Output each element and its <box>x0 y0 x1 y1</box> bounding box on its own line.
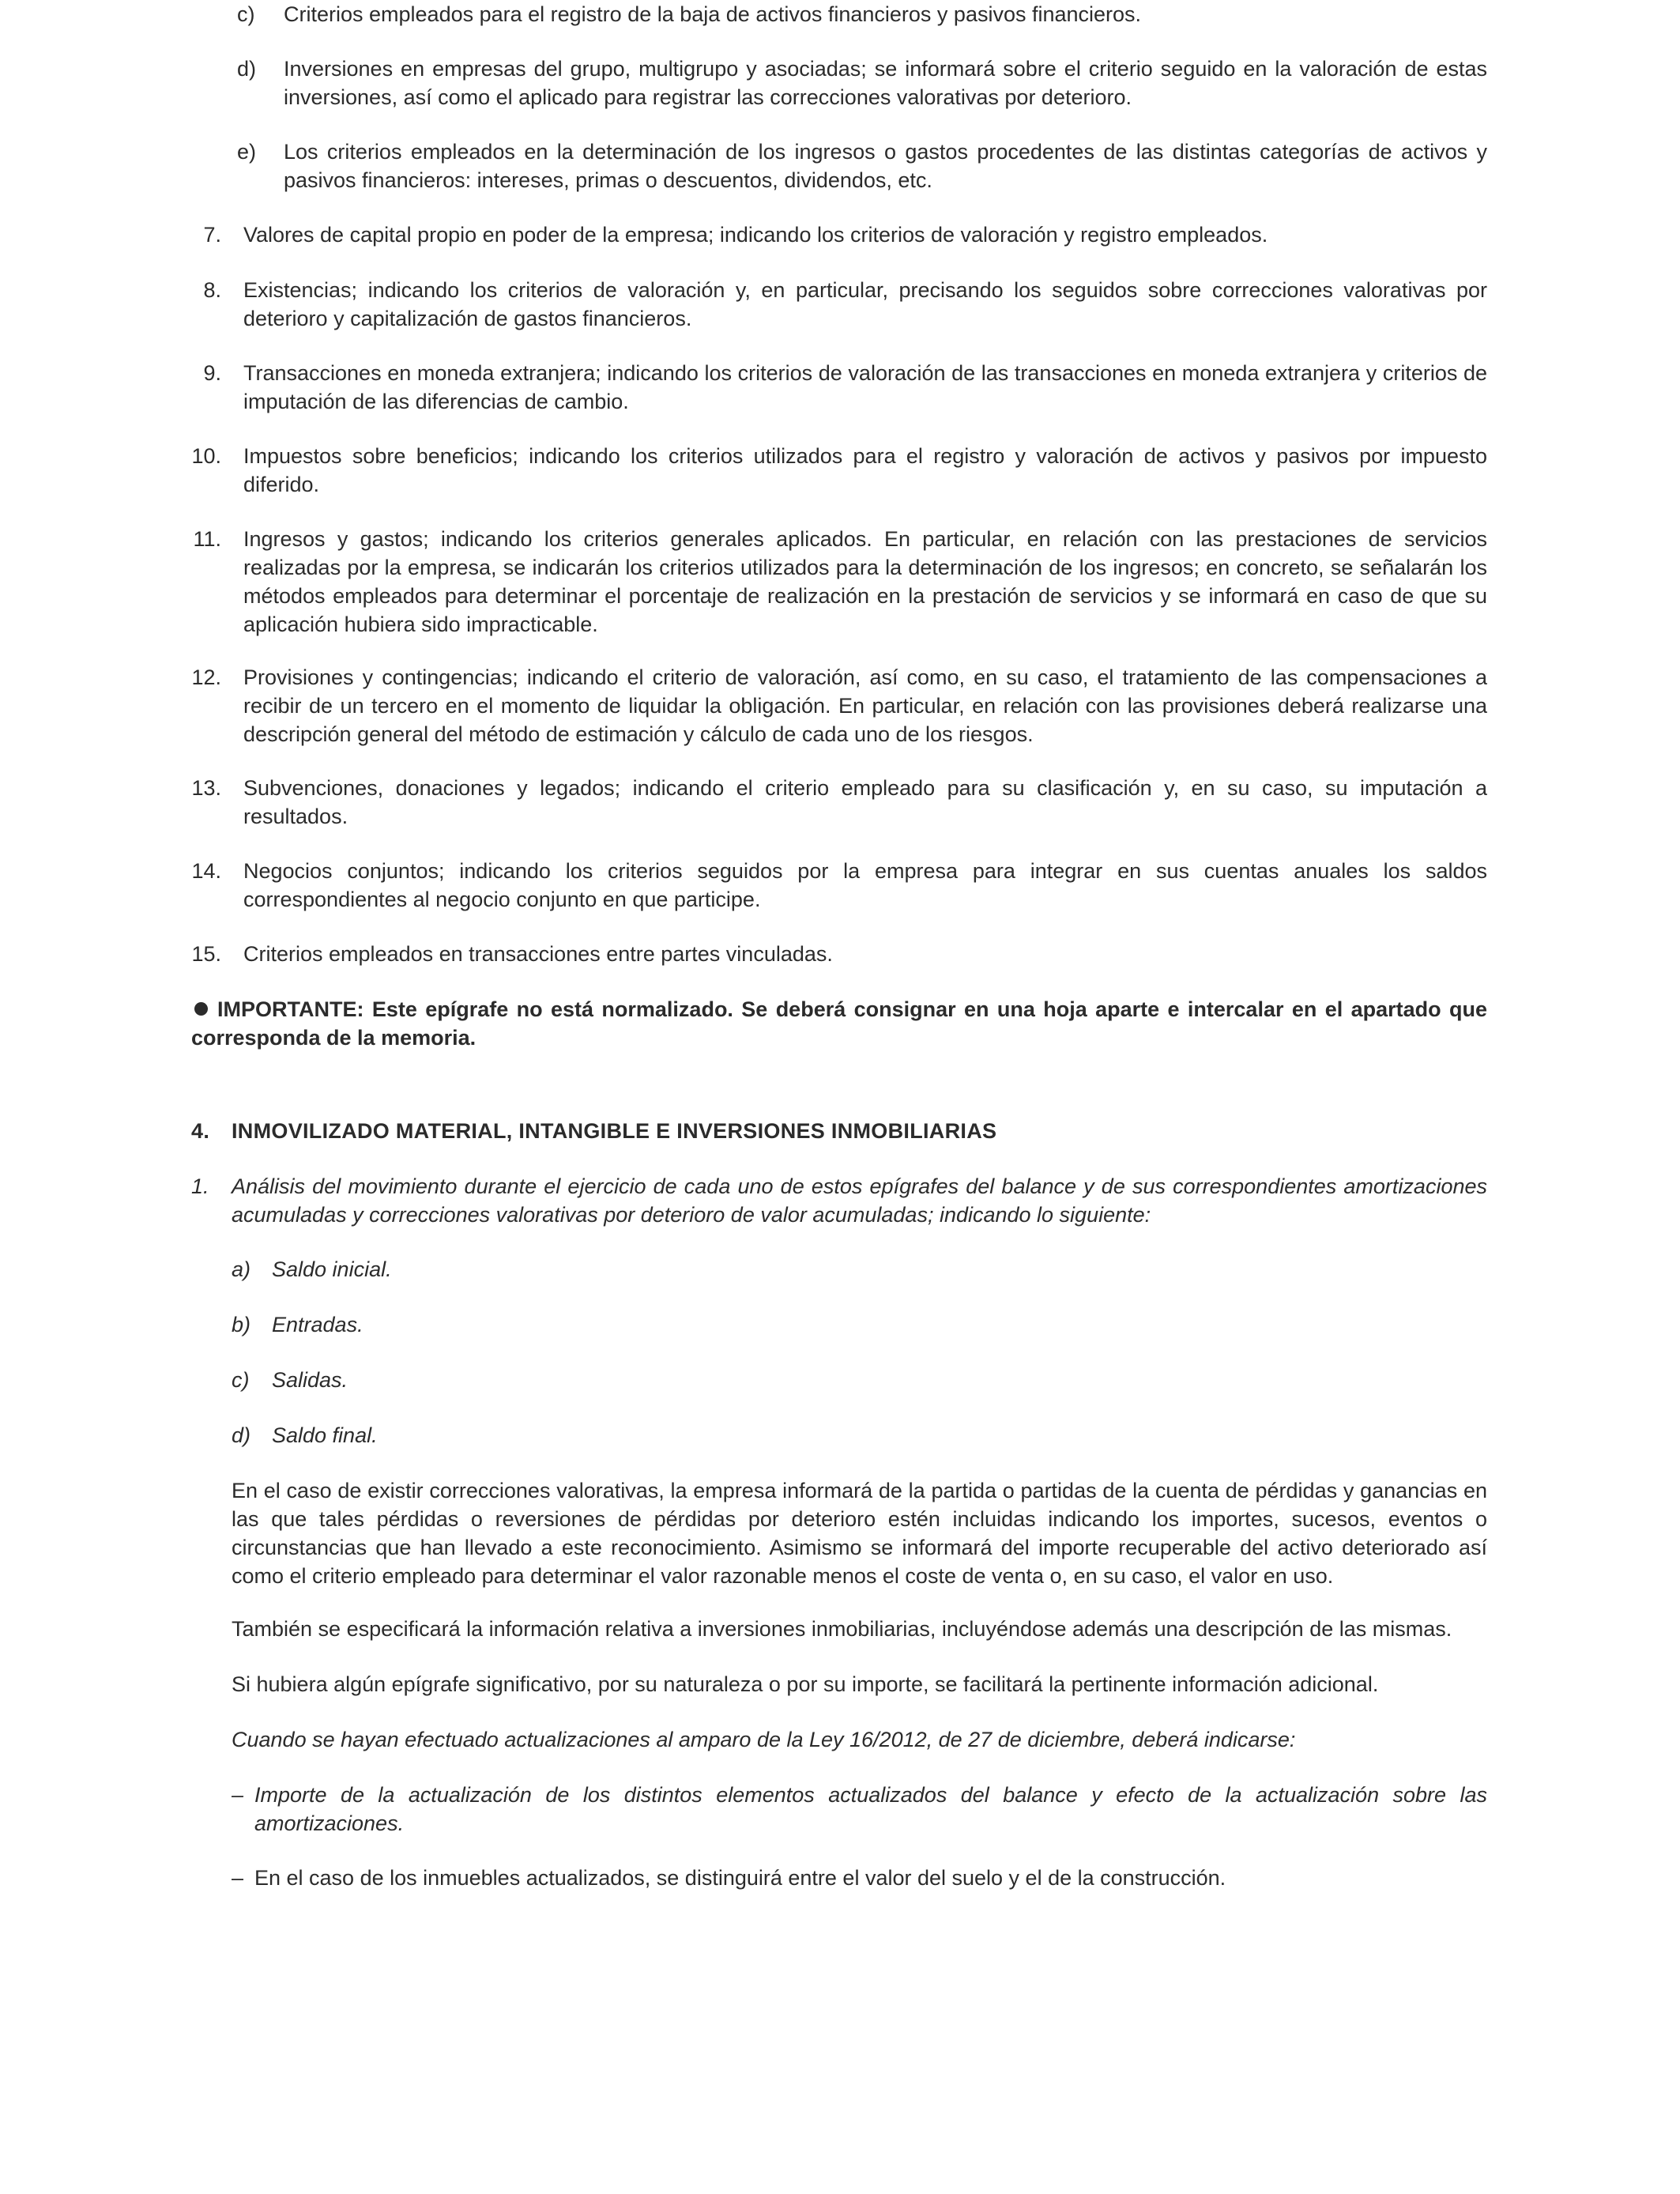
list-text: Transacciones en moneda extranjera; indicando los criterios de valoración de las transacciones en moneda extranjera y criterios de imputación de las diferencias de cambio. <box>243 361 1487 413</box>
list-text: En el caso de los inmuebles actualizados, se distinguirá entre el valor del suelo y el de la construcción. <box>254 1866 1226 1890</box>
list-marker: 1. <box>191 1174 209 1198</box>
list-marker: 10. <box>191 444 221 468</box>
list-marker: 9. <box>203 361 221 385</box>
list-marker: 11. <box>193 527 221 551</box>
section-heading <box>191 1117 1487 1145</box>
list-text: Subvenciones, donaciones y legados; indicando el criterio empleado para su clasificación y, en su caso, su imputación a resultados. <box>243 776 1487 828</box>
paragraph-text: En el caso de existir correcciones valorativas, la empresa informará de la partida o partidas de la cuenta de pérdidas y ganancias en las que tales pérdidas o reversiones de pérdidas por deterioro estén incluidas indicando los importes, sucesos, eventos o circunstancias que han llevado a este reconocimiento. Asimismo se informará del importe recuperable del activo deteriorado así como el criterio empleado para determinar el valor razonable menos el coste de venta o, en su caso, el valor en uso. <box>232 1479 1487 1588</box>
list-text: Criterios empleados para el registro de la baja de activos financieros y pasivos financieros. <box>284 2 1142 26</box>
section-title: INMOVILIZADO MATERIAL, INTANGIBLE E INVERSIONES INMOBILIARIAS <box>232 1119 997 1143</box>
list-text: Los criterios empleados en la determinación de los ingresos o gastos procedentes de las distintas categorías de activos y pasivos financieros: intereses, primas o descuentos, dividendos, etc. <box>284 140 1487 192</box>
list-text: Importe de la actualización de los distintos elementos actualizados del balance y efecto de la actualización sobre las amortizaciones. <box>254 1783 1487 1835</box>
dash-marker: – <box>232 1866 244 1890</box>
list-marker: 8. <box>203 278 221 302</box>
bullet-icon <box>194 1002 208 1016</box>
list-marker: d) <box>232 1423 251 1447</box>
list-marker: 7. <box>203 223 221 247</box>
list-marker: e) <box>237 140 257 164</box>
list-marker: c) <box>237 2 255 26</box>
list-text: Saldo final. <box>272 1423 378 1447</box>
list-text: Análisis del movimiento durante el ejercicio de cada uno de estos epígrafes del balance y de sus correspondientes amortizaciones acumuladas y correcciones valorativas por deterioro de valor acumuladas; indicando lo siguiente: <box>232 1174 1487 1227</box>
list-text: Ingresos y gastos; indicando los criterios generales aplicados. En particular, en relación con las prestaciones de servicios realizadas por la empresa, se indicarán los criterios utilizados para la determinación de los ingresos; en concreto, se señalarán los métodos empleados para determinar el porcentaje de realización en la prestación de servicios y se informará en caso de que su aplicación hubiera sido impracticable. <box>243 527 1487 636</box>
dash-marker: – <box>232 1783 244 1807</box>
list-text: Salidas. <box>272 1368 348 1392</box>
important-note-text: IMPORTANTE: Este epígrafe no está normalizado. Se deberá consignar en una hoja aparte e intercalar en el apartado que corresponda de la memoria. <box>191 997 1487 1050</box>
paragraph-text: Si hubiera algún epígrafe significativo, por su naturaleza o por su importe, se facilitará la pertinente información adicional. <box>232 1672 1379 1696</box>
list-text: Negocios conjuntos; indicando los criterios seguidos por la empresa para integrar en sus cuentas anuales los saldos correspondientes al negocio conjunto en que participe. <box>243 859 1487 911</box>
list-marker: a) <box>232 1257 251 1281</box>
list-text: Saldo inicial. <box>272 1257 392 1281</box>
paragraph-text: También se especificará la información relativa a inversiones inmobiliarias, incluyéndose además una descripción de las mismas. <box>232 1617 1452 1641</box>
list-marker: d) <box>237 57 257 81</box>
list-text: Valores de capital propio en poder de la empresa; indicando los criterios de valoración y registro empleados. <box>243 223 1268 247</box>
list-marker: b) <box>232 1313 251 1336</box>
section-number: 4. <box>191 1119 210 1143</box>
list-text: Provisiones y contingencias; indicando el criterio de valoración, así como, en su caso, el tratamiento de las compensaciones a recibir de un tercero en el momento de liquidar la obligación. En particular, en relación con las provisiones deberá realizarse una descripción general del método de estimación y cálculo de cada uno de los riesgos. <box>243 665 1487 746</box>
list-marker: 15. <box>191 942 221 966</box>
list-text: Entradas. <box>272 1313 363 1336</box>
list-text: Inversiones en empresas del grupo, multigrupo y asociadas; se informará sobre el criterio seguido en la valoración de estas inversiones, así como el aplicado para registrar las correcciones valorativas por deterioro. <box>284 57 1487 109</box>
list-marker: c) <box>232 1368 250 1392</box>
list-text: Criterios empleados en transacciones entre partes vinculadas. <box>243 942 833 966</box>
paragraph-text: Cuando se hayan efectuado actualizaciones al amparo de la Ley 16/2012, de 27 de diciembre, deberá indicarse: <box>232 1728 1296 1751</box>
list-marker: 13. <box>191 776 221 800</box>
list-text: Impuestos sobre beneficios; indicando los criterios utilizados para el registro y valoración de activos y pasivos por impuesto diferido. <box>243 444 1487 496</box>
list-marker: 12. <box>191 665 221 689</box>
list-text: Existencias; indicando los criterios de valoración y, en particular, precisando los seguidos sobre correcciones valorativas por deterioro y capitalización de gastos financieros. <box>243 278 1487 330</box>
list-marker: 14. <box>191 859 221 883</box>
important-note <box>191 995 1487 1052</box>
